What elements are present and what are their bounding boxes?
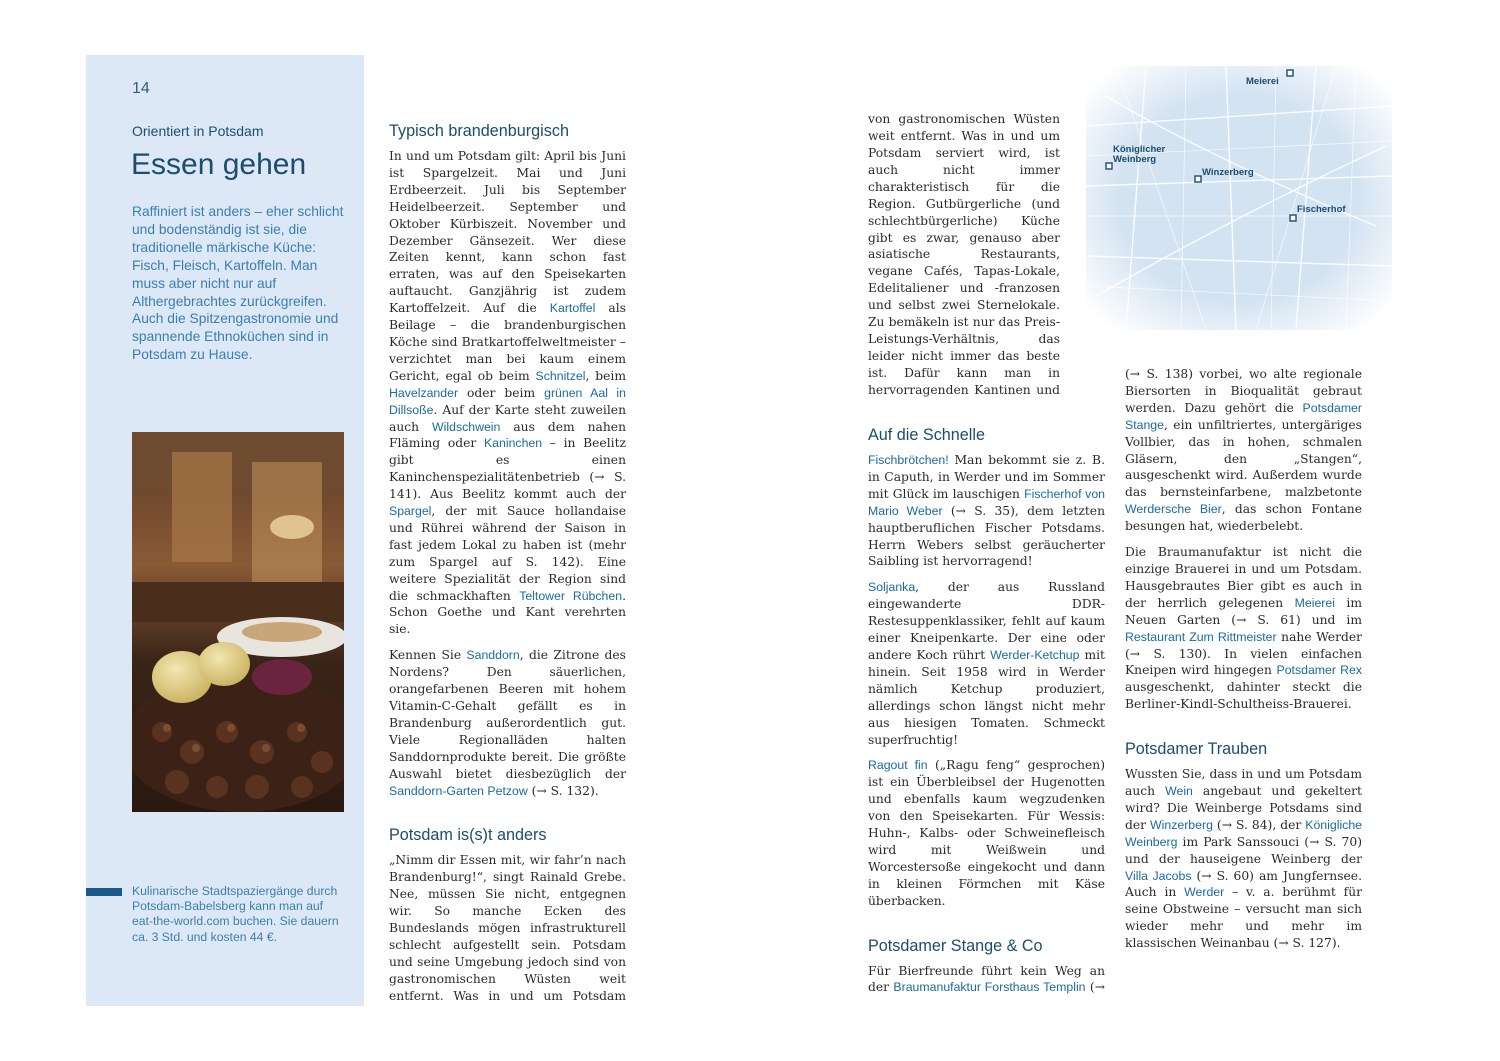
link-fischbroetchen: Fischbrötchen! (868, 453, 949, 467)
link-fischerhof: Fischerhof von Mario Weber (868, 486, 1105, 518)
marker-koeniglicher-weinberg (1106, 163, 1112, 169)
map-label-winzerberg: Winzerberg (1202, 167, 1254, 178)
link-teltower: Teltower Rübchen (519, 588, 623, 603)
link-wein: Wein (1165, 784, 1193, 799)
page-title: Essen gehen (131, 148, 307, 181)
paragraph-anders-continued (868, 111, 1060, 399)
paragraph-sanddorn: Kennen Sie Sanddorn, die Zitrone des Nordens? Den säuerlichen, orangefarbenen Beeren mit hohem Vitamin-C-Gehalt gefällt es in Brandenburg außerordentlich gut. Viele Regionalläden halten Sanddornprodukte bereit. Die größte Auswahl bietet diesbezüglich der Sanddorn-Garten Petzow (→ S. 132). (389, 648, 626, 798)
paragraph-ragout: Ragout fin („Ragu feng“ gesprochen) ist ein Überbleibsel der Hugenotten und ebenfalls kaum wegzudenken von den Speisekarten. Für Wessis: Huhn-, Kalbs- oder Schweinefleisch wird mit Weißwein und Worcestersoße eingekocht und dann in kleinen Förmchen mit Käse überbacken. (868, 758, 1105, 908)
link-sanddorn: Sanddorn (466, 648, 520, 663)
chapter-kicker: Orientiert in Potsdam (132, 123, 264, 139)
paragraph-stange-continued: (→ S. 138) vorbei, wo alte regionale Biersorten in Bioqualität gebraut werden. Dazu gehört die Potsdamer Stange, ein unfiltriertes, untergäriges Vollbier, das in hohen, schmalen Gläsern, den „Stangen“, ausgeschenkt wird. Außerdem wurde das bernsteinfarbene, malzbetonte Werdersche Bier, das schon Fontane besungen hat, wiederbelebt. (1125, 367, 1362, 534)
link-soljanka: Soljanka (868, 580, 916, 595)
link-villa-jacobs: Villa Jacobs (1125, 868, 1192, 883)
link-schnitzel: Schnitzel (535, 368, 586, 383)
column-2-lower (868, 425, 1105, 1006)
heading-schnelle: Auf die Schnelle (868, 426, 985, 444)
marker-winzerberg (1195, 176, 1201, 182)
caption-marker (86, 888, 122, 896)
paragraph-soljanka: Soljanka, der aus Russland eingewanderte DDR-Restesuppenklassiker, fehlt auf kaum einer Kneipenkarte. Der eine oder andere Koch rührt Werder-Ketchup mit hinein. Seit 1958 wird in Werder nämlich Ketchup produziert, allerdings schon längst nicht mehr aus hiesigen Tomaten. Schmeckt superfruchtig! (868, 580, 1105, 747)
column-2 (868, 111, 1060, 399)
photo-caption: Kulinarische Stadtspaziergänge durch Potsdam-Babelsberg kann man auf eat-the-world.com buchen. Sie dauern ca. 3 Std. und kosten 44 €. (132, 884, 339, 944)
heading-trauben: Potsdamer Trauben (1125, 740, 1268, 759)
heading-typisch: Typisch brandenburgisch (389, 122, 569, 140)
food-photo (132, 432, 344, 812)
link-wildschwein: Wildschwein (432, 419, 501, 434)
link-ragout-fin: Ragout fin (868, 758, 928, 773)
marker-meierei (1287, 70, 1293, 76)
heading-stange: Potsdamer Stange & Co (868, 936, 1043, 955)
link-havelzander: Havelzander (389, 385, 459, 400)
paragraph-typisch: In und um Potsdam gilt: April bis Juni ist Spargelzeit. Mai und Juni Erdbeerzeit. Juli bis September Heidelbeerzeit. September und Oktober Kürbiszeit. November und Dezember Gänsezeit. Wer diese Zeiten kennt, kann schon fast erraten, was auf den Speisekarten auftaucht. Ganzjährig ist zudem Kartoffelzeit. Auf die Kartoffel als Beilage – die brandenburgischen Köche sind Bratkartoffelweltmeister – verzichtet man bei kaum einem Gericht, egal ob beim Schnitzel, beim Havelzander oder beim grünen Aal in Dillsoße. Auf der Karte steht zuweilen auch Wildschwein aus dem nahen Fläming oder Kaninchen – in Beelitz gibt es einen Kaninchenspezialitätenbetrieb (→ S. 141). Aus Beelitz kommt auch der Spargel, der mit Sauce hollandaise und Rührei während der Saison in fast jedem Lokal zu haben ist (mehr zum Spargel auf S. 142). Eine weitere Spezialität der Region sind die schmackhaften Teltower Rübchen. Schon Goethe und Kant verehrten sie. (389, 149, 627, 637)
link-potsdamer-stange: Potsdamer Stange (1125, 400, 1362, 432)
paragraph-brauerei: Die Braumanufaktur ist nicht die einzige Brauerei in und um Potsdam. Hausgebrautes Bier gibt es auch in der herrlich gelegenen Meierei im Neuen Garten (→ S. 61) und im Restaurant Zum Rittmeister nahe Werder (→ S. 130). In vielen einfachen Kneipen wird hingegen Potsdamer Rex ausgeschenkt, dahinter steckt die Berliner-Kindl-Schultheiss-Brauerei. (1125, 545, 1362, 712)
link-kartoffel: Kartoffel (549, 301, 596, 316)
anders-continued-text: von gastronomischen Wüsten weit entfernt. Was in und um Potsdam serviert wird, ist auch nicht immer charakteristisch für die Region. Gutbürgerliche (und schlechtbürgerliche) Küche gibt es zwar, genauso aber asiatische Restaurants, vegane Cafés, Tapas-Lokale, Edelitaliener und -franzosen und selbst zwei Sternelokale. Zu bemäkeln ist nur das Preis-Leistungs-Verhältnis, das leider nicht immer das beste ist. Dafür kann man in hervorragenden Kantinen und (868, 112, 1060, 397)
link-winzerberg: Winzerberg (1150, 817, 1213, 832)
intro-text: Raffiniert ist anders – eher schlicht und bodenständig ist sie, die traditionelle märkische Küche: Fisch, Fleisch, Kartoffeln. Man muss aber nicht nur auf Althergebrachtes zurückgreifen. Auch die Spitzengastronomie und spannende Ethnoküchen sind in Potsdam zu Hause. (132, 204, 344, 363)
link-meierei: Meierei (1294, 595, 1335, 610)
paragraph-trauben: Wussten Sie, dass in und um Potsdam auch Wein angebaut und gekeltert wird? Die Weinberge Potsdams sind der Winzerberg (→ S. 84), der Königliche Weinberg im Park Sanssouci (→ S. 70) und der hauseigene Weinberg der Villa Jacobs (→ S. 60) am Jungfernsee. Auch in Werder – v. a. berühmt für seine Obstweine – versucht man sich wieder mehr und mehr im klassischen Weinanbau (→ S. 127). (1125, 767, 1363, 951)
page-number: 14 (132, 80, 150, 97)
heading-anders: Potsdam is(s)t anders (389, 826, 547, 845)
link-sanddorn-garten: Sanddorn-Garten Petzow (389, 783, 528, 798)
column-1 (389, 121, 626, 1013)
link-werder-ketchup: Werder-Ketchup (990, 647, 1080, 662)
link-aal: grünen Aal in Dillsoße (389, 385, 626, 417)
vineyard-map (1086, 66, 1392, 330)
paragraph-anders: „Nimm dir Essen mit, wir fahr’n nach Brandenburg!“, singt Rainald Grebe. Nee, müssen Sie nicht, entgegnen wir. So manche Ecken des Bundeslands mögen infrastrukturell schlecht aufgestellt sein. Potsdam und seine Umgebung jedoch sind von gastronomischen Wüsten weit entfernt. Was in und um Potsdam (389, 853, 626, 1003)
map-label-fischerhof: Fischerhof (1297, 204, 1346, 215)
link-kaninchen: Kaninchen (483, 436, 543, 451)
map-label-koeniglicher: Königlicher (1113, 144, 1166, 155)
map-label-weinberg: Weinberg (1113, 154, 1157, 165)
link-koeniglicher-weinberg: Königliche Weinberg (1125, 817, 1363, 849)
map-label-meierei: Meierei (1246, 76, 1279, 87)
paragraph-stange: Für Bierfreunde führt kein Weg an der Braumanufaktur Forsthaus Templin (→ (868, 963, 1105, 995)
link-spargel: Spargel (389, 504, 432, 519)
marker-fischerhof (1290, 215, 1296, 221)
link-potsdamer-rex: Potsdamer Rex (1276, 663, 1362, 678)
paragraph-fischbroetchen: Fischbrötchen! Man bekommt sie z. B. in Caputh, in Werder und im Sommer mit Glück im lauschigen Fischerhof von Mario Weber (→ S. 35), dem letzten hauptberuflichen Fischer Potsdams. Herrn Webers selbst geräucherter Saibling ist hervorragend! (868, 453, 1105, 569)
link-rittmeister: Restaurant Zum Rittmeister (1125, 629, 1277, 644)
link-braumanufaktur: Braumanufaktur Forsthaus Templin (893, 980, 1086, 995)
column-3 (1125, 366, 1362, 961)
link-werder: Werder (1184, 885, 1225, 900)
link-werdersche-bier: Werdersche Bier (1125, 502, 1222, 517)
